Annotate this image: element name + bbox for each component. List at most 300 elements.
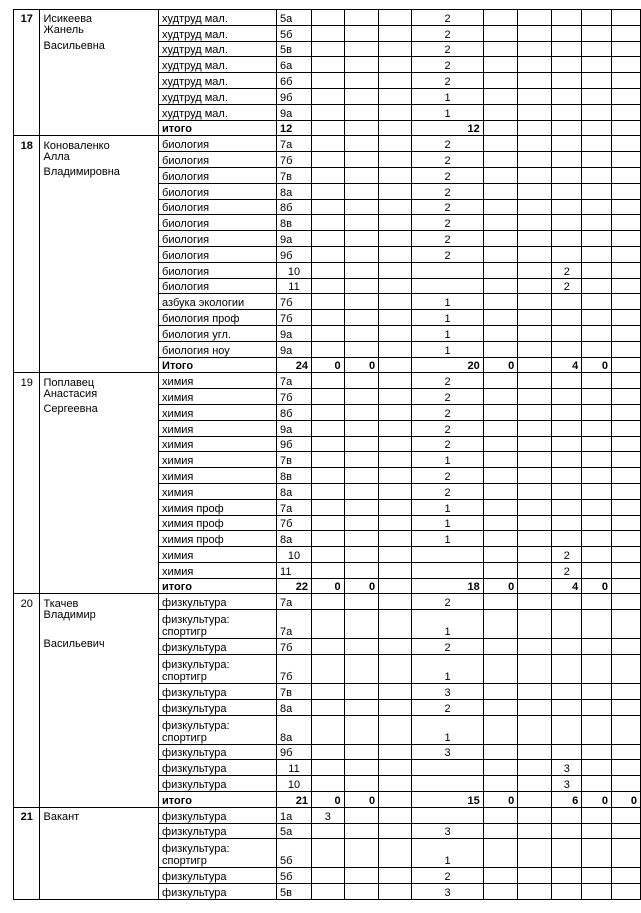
subject-cell: физкультура — [159, 639, 277, 655]
hours-cell — [612, 41, 641, 57]
class-cell: 7б — [277, 152, 312, 168]
hours-cell — [483, 104, 518, 120]
hours-cell: 1 — [412, 294, 483, 310]
hours-cell — [518, 776, 552, 792]
hours-cell — [344, 104, 379, 120]
class-cell: 8б — [277, 404, 312, 420]
teacher-name-cell: Коноваленко — [40, 136, 159, 152]
hours-cell — [483, 468, 518, 484]
subject-cell: химия — [159, 389, 277, 405]
hours-cell — [582, 562, 612, 578]
row-number-cell — [14, 760, 40, 776]
hours-cell — [582, 341, 612, 357]
row-number-cell — [14, 452, 40, 468]
hours-cell — [379, 684, 412, 700]
hours-cell — [379, 562, 412, 578]
hours-cell — [612, 373, 641, 389]
hours-cell — [518, 404, 552, 420]
hours-cell — [379, 699, 412, 715]
hours-cell — [612, 547, 641, 563]
hours-cell: 2 — [552, 562, 582, 578]
teacher-name-cell — [40, 684, 159, 700]
hours-cell — [344, 199, 379, 215]
hours-cell — [552, 136, 582, 152]
hours-cell — [582, 136, 612, 152]
hours-cell — [518, 684, 552, 700]
hours-cell — [612, 389, 641, 405]
hours-cell — [552, 639, 582, 655]
table-row — [14, 499, 641, 515]
hours-cell — [311, 499, 344, 515]
hours-cell — [518, 823, 552, 839]
hours-cell — [582, 73, 612, 89]
class-cell: 12 — [277, 120, 312, 136]
hours-cell — [311, 760, 344, 776]
hours-cell — [311, 839, 344, 868]
hours-cell — [552, 310, 582, 326]
hours-cell — [344, 120, 379, 136]
class-cell: 9а — [277, 104, 312, 120]
hours-cell — [379, 839, 412, 868]
hours-cell — [552, 744, 582, 760]
hours-cell — [612, 760, 641, 776]
hours-cell — [483, 531, 518, 547]
hours-cell — [552, 246, 582, 262]
table-row — [14, 515, 641, 531]
hours-cell: 0 — [311, 357, 344, 373]
subject-cell: физкультура — [159, 760, 277, 776]
class-cell: 7б — [277, 515, 312, 531]
row-number-cell — [14, 715, 40, 744]
table-row — [14, 310, 641, 326]
hours-cell — [483, 25, 518, 41]
table-row — [14, 246, 641, 262]
hours-cell — [518, 120, 552, 136]
hours-cell — [379, 792, 412, 808]
row-number-cell — [14, 792, 40, 808]
hours-cell — [344, 760, 379, 776]
subject-cell: химия проф — [159, 499, 277, 515]
subject-cell: худтруд мал. — [159, 41, 277, 57]
hours-cell — [311, 744, 344, 760]
hours-cell — [582, 41, 612, 57]
hours-cell — [582, 531, 612, 547]
table-row — [14, 594, 641, 610]
table-row — [14, 152, 641, 168]
hours-cell — [344, 389, 379, 405]
hours-cell: 1 — [412, 104, 483, 120]
hours-cell — [379, 152, 412, 168]
hours-cell — [379, 104, 412, 120]
hours-cell — [518, 452, 552, 468]
subject-cell: химия — [159, 452, 277, 468]
hours-cell — [379, 594, 412, 610]
hours-cell — [379, 25, 412, 41]
hours-cell — [582, 88, 612, 104]
hours-cell — [483, 839, 518, 868]
hours-cell — [483, 136, 518, 152]
hours-cell — [552, 468, 582, 484]
subject-cell: химия — [159, 483, 277, 499]
hours-cell — [582, 278, 612, 294]
hours-cell — [483, 215, 518, 231]
row-number-cell — [14, 684, 40, 700]
hours-cell — [344, 88, 379, 104]
subject-cell: физкультура: спортигр — [159, 839, 277, 868]
hours-cell — [612, 420, 641, 436]
subject-cell: худтруд мал. — [159, 104, 277, 120]
hours-cell — [483, 183, 518, 199]
row-number-cell — [14, 294, 40, 310]
teacher-name-cell — [40, 562, 159, 578]
hours-cell — [552, 215, 582, 231]
hours-cell — [483, 715, 518, 744]
table-row — [14, 792, 641, 808]
hours-cell — [379, 357, 412, 373]
hours-cell — [483, 884, 518, 900]
table-row — [14, 262, 641, 278]
hours-cell — [379, 73, 412, 89]
subject-cell: физкультура — [159, 776, 277, 792]
hours-cell — [379, 436, 412, 452]
hours-cell — [379, 136, 412, 152]
teacher-name-cell — [40, 215, 159, 231]
hours-cell: 1 — [412, 610, 483, 639]
hours-cell — [379, 420, 412, 436]
class-cell: 8а — [277, 531, 312, 547]
hours-cell — [518, 839, 552, 868]
hours-cell — [344, 839, 379, 868]
hours-cell — [612, 807, 641, 823]
subject-cell: биология угл. — [159, 325, 277, 341]
hours-cell — [582, 639, 612, 655]
hours-cell — [344, 499, 379, 515]
workload-table — [13, 9, 641, 900]
hours-cell — [344, 547, 379, 563]
hours-cell — [612, 884, 641, 900]
hours-cell — [612, 88, 641, 104]
hours-cell: 3 — [552, 760, 582, 776]
table-row — [14, 760, 641, 776]
row-number-cell — [14, 531, 40, 547]
hours-cell — [379, 373, 412, 389]
hours-cell: 2 — [412, 73, 483, 89]
hours-cell: 6 — [552, 792, 582, 808]
row-number-cell — [14, 73, 40, 89]
hours-cell: 1 — [412, 839, 483, 868]
hours-cell — [582, 199, 612, 215]
hours-cell — [518, 25, 552, 41]
hours-cell — [379, 483, 412, 499]
teacher-name-cell — [40, 294, 159, 310]
hours-cell — [483, 699, 518, 715]
row-number-cell — [14, 246, 40, 262]
hours-cell: 0 — [311, 792, 344, 808]
hours-cell — [344, 776, 379, 792]
hours-cell — [612, 25, 641, 41]
class-cell: 9а — [277, 231, 312, 247]
class-cell: 7б — [277, 639, 312, 655]
subject-cell: биология — [159, 246, 277, 262]
table-row — [14, 104, 641, 120]
hours-cell — [582, 183, 612, 199]
table-row — [14, 325, 641, 341]
hours-cell — [582, 294, 612, 310]
hours-cell — [612, 839, 641, 868]
teacher-name-cell: Владимир — [40, 610, 159, 639]
hours-cell: 0 — [483, 357, 518, 373]
hours-cell — [518, 136, 552, 152]
teacher-name-cell: Поплавец — [40, 373, 159, 389]
hours-cell — [582, 547, 612, 563]
hours-cell — [518, 655, 552, 684]
hours-cell — [344, 73, 379, 89]
hours-cell — [483, 515, 518, 531]
hours-cell — [518, 760, 552, 776]
subject-cell: Итого — [159, 357, 277, 373]
subject-cell: биология — [159, 215, 277, 231]
hours-cell — [582, 594, 612, 610]
hours-cell — [612, 199, 641, 215]
hours-cell — [311, 483, 344, 499]
hours-cell — [483, 562, 518, 578]
hours-cell: 2 — [412, 404, 483, 420]
row-number-cell — [14, 884, 40, 900]
hours-cell — [612, 404, 641, 420]
subject-cell: биология — [159, 167, 277, 183]
hours-cell — [518, 715, 552, 744]
hours-cell — [311, 278, 344, 294]
subject-cell: итого — [159, 120, 277, 136]
hours-cell — [311, 215, 344, 231]
hours-cell — [311, 262, 344, 278]
hours-cell: 2 — [412, 246, 483, 262]
teacher-name-cell — [40, 468, 159, 484]
table-row — [14, 823, 641, 839]
hours-cell: 3 — [412, 823, 483, 839]
hours-cell — [483, 547, 518, 563]
hours-cell — [552, 404, 582, 420]
hours-cell — [311, 547, 344, 563]
hours-cell — [552, 483, 582, 499]
hours-cell — [552, 884, 582, 900]
hours-cell — [582, 420, 612, 436]
hours-cell: 2 — [412, 436, 483, 452]
hours-cell — [344, 294, 379, 310]
subject-cell: физкультура — [159, 744, 277, 760]
hours-cell — [518, 10, 552, 26]
hours-cell — [344, 594, 379, 610]
subject-cell: физкультура: спортигр — [159, 655, 277, 684]
subject-cell: физкультура — [159, 684, 277, 700]
hours-cell — [483, 389, 518, 405]
subject-cell: худтруд мал. — [159, 57, 277, 73]
hours-cell — [311, 136, 344, 152]
hours-cell — [612, 684, 641, 700]
row-number-cell — [14, 278, 40, 294]
hours-cell — [311, 246, 344, 262]
hours-cell — [552, 868, 582, 884]
hours-cell — [582, 10, 612, 26]
hours-cell — [311, 25, 344, 41]
hours-cell: 2 — [412, 389, 483, 405]
hours-cell: 0 — [344, 792, 379, 808]
hours-cell — [612, 483, 641, 499]
hours-cell — [311, 152, 344, 168]
teacher-name-cell — [40, 792, 159, 808]
subject-cell: физкультура — [159, 807, 277, 823]
hours-cell — [379, 468, 412, 484]
teacher-name-cell — [40, 199, 159, 215]
hours-cell — [612, 152, 641, 168]
hours-cell — [582, 104, 612, 120]
hours-cell: 0 — [483, 792, 518, 808]
hours-cell — [311, 41, 344, 57]
hours-cell: 2 — [412, 215, 483, 231]
teacher-name-cell — [40, 452, 159, 468]
subject-cell: худтруд мал. — [159, 25, 277, 41]
hours-cell — [379, 744, 412, 760]
hours-cell — [552, 88, 582, 104]
hours-cell — [582, 483, 612, 499]
subject-cell: биология — [159, 278, 277, 294]
hours-cell — [311, 452, 344, 468]
hours-cell — [612, 776, 641, 792]
table-row — [14, 167, 641, 183]
hours-cell — [582, 373, 612, 389]
hours-cell — [612, 357, 641, 373]
subject-cell: итого — [159, 792, 277, 808]
hours-cell — [582, 167, 612, 183]
hours-cell: 3 — [552, 776, 582, 792]
class-cell: 10 — [277, 262, 312, 278]
hours-cell: 3 — [412, 884, 483, 900]
hours-cell — [344, 483, 379, 499]
hours-cell — [412, 760, 483, 776]
hours-cell: 2 — [412, 868, 483, 884]
hours-cell — [612, 294, 641, 310]
hours-cell — [612, 562, 641, 578]
hours-cell — [412, 262, 483, 278]
hours-cell — [344, 325, 379, 341]
hours-cell — [518, 73, 552, 89]
hours-cell — [552, 183, 582, 199]
hours-cell: 2 — [412, 639, 483, 655]
hours-cell: 2 — [412, 483, 483, 499]
hours-cell — [612, 341, 641, 357]
row-number-cell — [14, 357, 40, 373]
hours-cell — [582, 262, 612, 278]
class-cell: 9б — [277, 744, 312, 760]
table-row — [14, 88, 641, 104]
hours-cell — [518, 262, 552, 278]
teacher-name-cell — [40, 57, 159, 73]
hours-cell — [344, 167, 379, 183]
hours-cell — [311, 183, 344, 199]
hours-cell — [483, 639, 518, 655]
table-row — [14, 41, 641, 57]
hours-cell — [379, 515, 412, 531]
class-cell: 7а — [277, 373, 312, 389]
class-cell: 9а — [277, 325, 312, 341]
hours-cell — [379, 884, 412, 900]
hours-cell — [552, 325, 582, 341]
hours-cell — [518, 868, 552, 884]
table-row — [14, 136, 641, 152]
hours-cell — [612, 167, 641, 183]
hours-cell — [344, 884, 379, 900]
table-row — [14, 452, 641, 468]
hours-cell — [344, 341, 379, 357]
class-cell: 7в — [277, 167, 312, 183]
row-number-cell — [14, 262, 40, 278]
hours-cell — [612, 246, 641, 262]
hours-cell — [483, 167, 518, 183]
row-number-cell — [14, 639, 40, 655]
hours-cell — [311, 610, 344, 639]
hours-cell — [612, 183, 641, 199]
hours-cell: 2 — [412, 57, 483, 73]
hours-cell — [344, 10, 379, 26]
table-row — [14, 357, 641, 373]
teacher-name-cell — [40, 483, 159, 499]
row-number-cell — [14, 57, 40, 73]
hours-cell: 2 — [412, 468, 483, 484]
hours-cell — [582, 120, 612, 136]
hours-cell — [379, 404, 412, 420]
hours-cell — [344, 246, 379, 262]
teacher-name-cell — [40, 776, 159, 792]
row-number-cell — [14, 167, 40, 183]
subject-cell: физкультура — [159, 594, 277, 610]
table-row — [14, 404, 641, 420]
row-number-cell — [14, 499, 40, 515]
hours-cell — [311, 823, 344, 839]
class-cell: 6б — [277, 73, 312, 89]
hours-cell — [311, 436, 344, 452]
hours-cell — [412, 278, 483, 294]
hours-cell — [552, 715, 582, 744]
hours-cell — [612, 325, 641, 341]
class-cell: 21 — [277, 792, 312, 808]
row-number-cell — [14, 578, 40, 594]
hours-cell — [379, 389, 412, 405]
subject-cell: худтруд мал. — [159, 10, 277, 26]
hours-cell — [612, 104, 641, 120]
hours-cell: 1 — [412, 452, 483, 468]
hours-cell — [379, 499, 412, 515]
hours-cell — [612, 468, 641, 484]
class-cell: 9б — [277, 436, 312, 452]
hours-cell — [518, 578, 552, 594]
class-cell: 8а — [277, 483, 312, 499]
hours-cell — [483, 436, 518, 452]
hours-cell — [311, 341, 344, 357]
hours-cell — [518, 215, 552, 231]
hours-cell — [379, 10, 412, 26]
class-cell: 7а — [277, 136, 312, 152]
hours-cell: 0 — [582, 357, 612, 373]
hours-cell — [518, 884, 552, 900]
hours-cell — [518, 57, 552, 73]
hours-cell — [582, 404, 612, 420]
hours-cell — [483, 807, 518, 823]
hours-cell — [582, 468, 612, 484]
hours-cell — [483, 120, 518, 136]
class-cell: 7б — [277, 294, 312, 310]
hours-cell — [344, 515, 379, 531]
table-row — [14, 547, 641, 563]
